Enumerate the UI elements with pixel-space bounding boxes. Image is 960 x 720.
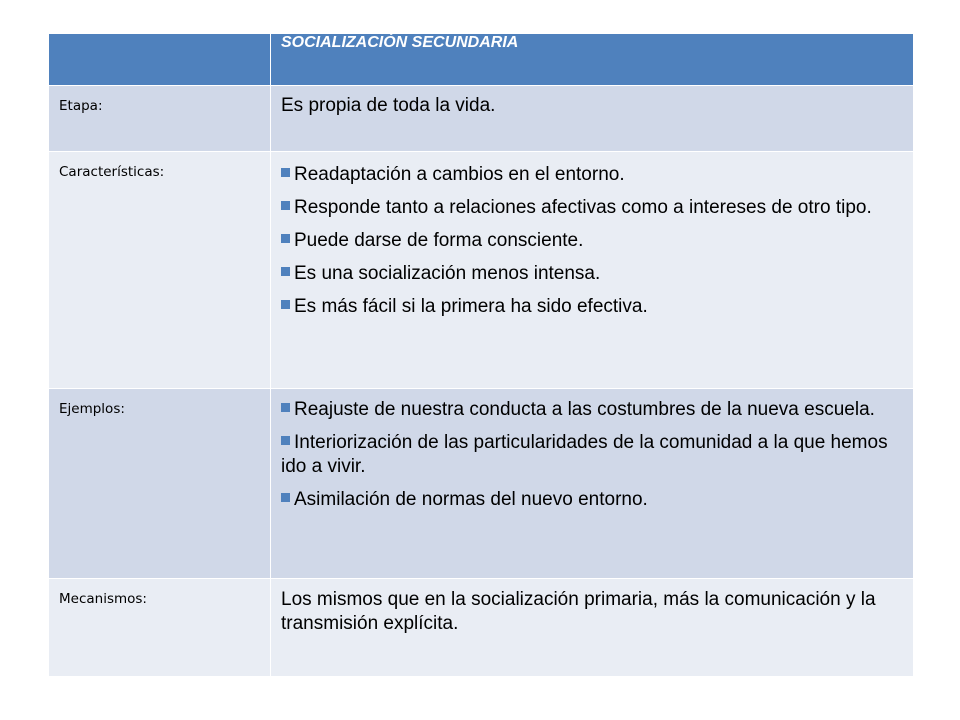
- list-item: Interiorización de las particularidades de la comunidad a la que hemos ido a vivir.: [281, 432, 888, 477]
- list-item: Responde tanto a relaciones afectivas como a intereses de otro tipo.: [281, 196, 895, 220]
- table-header-row: [49, 34, 914, 86]
- list-item: Readaptación a cambios en el entorno.: [281, 163, 895, 187]
- square-bullet-icon: [281, 300, 290, 309]
- square-bullet-icon: [281, 436, 290, 445]
- mecanismos-text: Los mismos que en la socialización primaria, más la comunicación y la transmisión explícita.: [281, 589, 876, 634]
- list-item: Asimilación de normas del nuevo entorno.: [281, 488, 895, 512]
- row-label-cell: [49, 152, 271, 389]
- square-bullet-icon: [281, 403, 290, 412]
- row-label: Etapa:: [59, 98, 103, 114]
- table-row-ejemplos: [49, 389, 914, 579]
- row-content-cell: [271, 152, 914, 389]
- row-label: Ejemplos:: [59, 401, 125, 417]
- row-label-cell: [49, 389, 271, 579]
- row-label: Características:: [59, 164, 165, 180]
- list-item: Es más fácil si la primera ha sido efectiva.: [281, 295, 895, 319]
- row-content-cell: [271, 389, 914, 579]
- square-bullet-icon: [281, 267, 290, 276]
- header-title-cell: [271, 34, 914, 86]
- socializacion-table: [48, 33, 914, 677]
- list-item: Reajuste de nuestra conducta a las costumbres de la nueva escuela.: [281, 398, 895, 422]
- table-title: SOCIALIZACIÓN SECUNDARIA: [281, 34, 519, 51]
- list-item: Puede darse de forma consciente.: [281, 229, 895, 253]
- ejemplos-list: [281, 398, 895, 512]
- row-label-cell: [49, 579, 271, 677]
- row-content-cell: [271, 86, 914, 152]
- row-content-cell: [271, 579, 914, 677]
- row-label: Mecanismos:: [59, 591, 147, 607]
- caracteristicas-list: [281, 163, 895, 319]
- square-bullet-icon: [281, 168, 290, 177]
- square-bullet-icon: [281, 234, 290, 243]
- header-empty-cell: [49, 34, 271, 86]
- table-row-etapa: [49, 86, 914, 152]
- table-row-mecanismos: [49, 579, 914, 677]
- square-bullet-icon: [281, 201, 290, 210]
- table-row-caracteristicas: [49, 152, 914, 389]
- list-item: Es una socialización menos intensa.: [281, 262, 895, 286]
- etapa-text: Es propia de toda la vida.: [281, 95, 496, 116]
- square-bullet-icon: [281, 493, 290, 502]
- row-label-cell: [49, 86, 271, 152]
